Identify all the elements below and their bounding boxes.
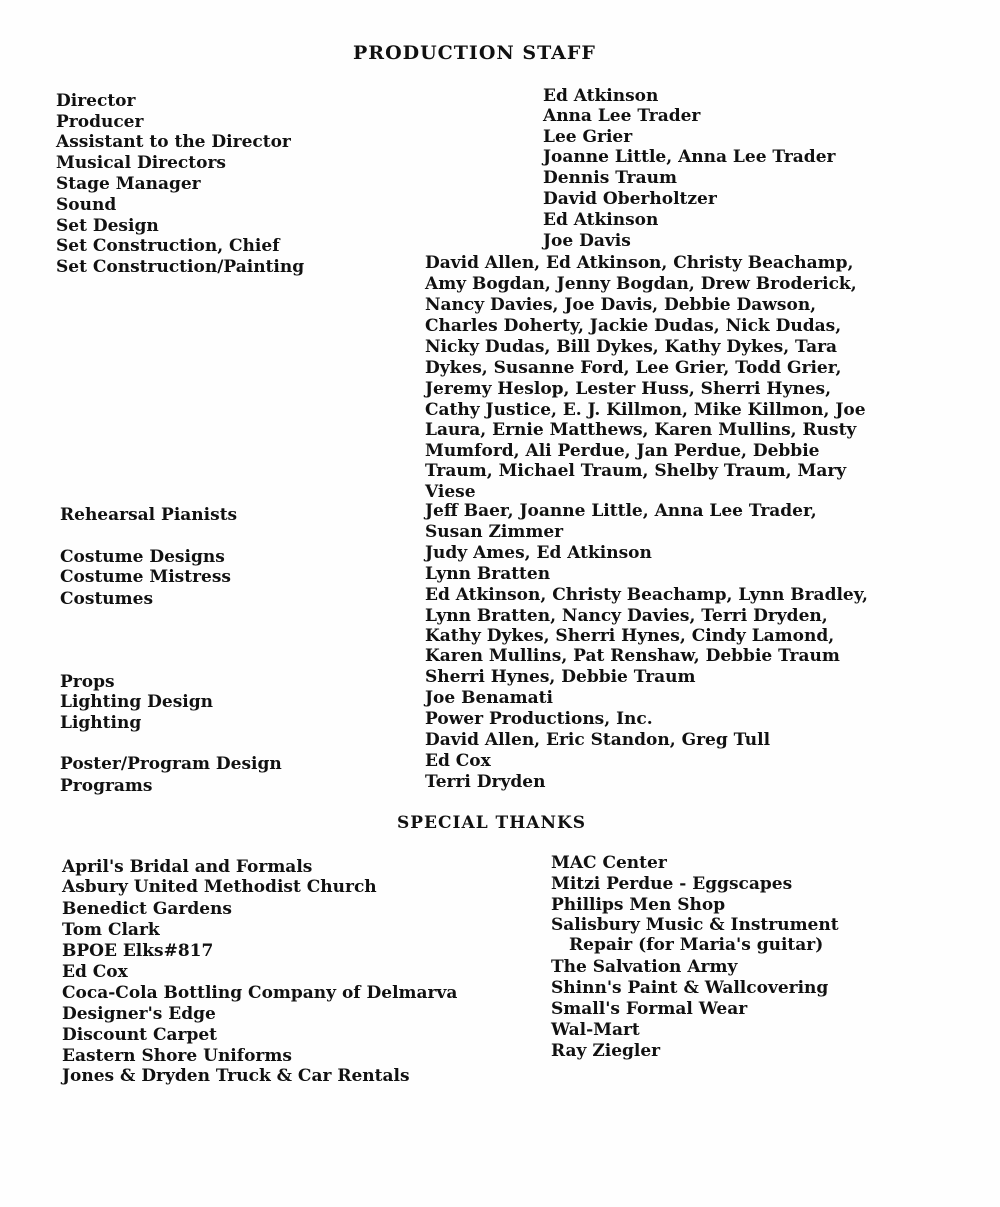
thanks-item: Wal-Mart: [551, 1020, 640, 1040]
role-label: Musical Directors: [56, 153, 226, 173]
staff-names: Lee Grier: [543, 127, 633, 147]
staff-names: Jeff Baer, Joanne Little, Anna Lee Trader,: [425, 501, 817, 521]
role-label: Set Construction/Painting: [56, 257, 305, 277]
staff-names: David Allen, Ed Atkinson, Christy Beachamp,: [425, 253, 854, 273]
thanks-item: Shinn's Paint & Wallcovering: [551, 978, 829, 998]
thanks-item: Salisbury Music & Instrument: [551, 915, 839, 935]
role-label: Producer: [56, 112, 144, 132]
role-label: Set Construction, Chief: [56, 236, 280, 256]
special-thanks-heading: SPECIAL THANKS: [397, 813, 587, 833]
thanks-item: April's Bridal and Formals: [62, 857, 313, 877]
staff-names: David Oberholtzer: [543, 189, 717, 209]
staff-names: Joanne Little, Anna Lee Trader: [543, 147, 836, 167]
staff-names: Judy Ames, Ed Atkinson: [425, 543, 652, 563]
role-label: Props: [60, 672, 115, 692]
staff-names: David Allen, Eric Standon, Greg Tull: [425, 730, 771, 750]
staff-names: Amy Bogdan, Jenny Bogdan, Drew Broderick,: [425, 274, 857, 294]
staff-names: Joe Benamati: [425, 688, 553, 708]
staff-names: Cathy Justice, E. J. Killmon, Mike Killmon, Joe: [425, 400, 866, 420]
role-label: Lighting: [60, 713, 142, 733]
thanks-item: Phillips Men Shop: [551, 895, 726, 915]
staff-names: Lynn Bratten, Nancy Davies, Terri Dryden,: [425, 606, 828, 626]
staff-names: Viese: [425, 482, 476, 502]
thanks-item: Small's Formal Wear: [551, 999, 748, 1019]
staff-names: Dykes, Susanne Ford, Lee Grier, Todd Grier,: [425, 358, 842, 378]
thanks-item: BPOE Elks#817: [62, 941, 214, 961]
staff-names: Power Productions, Inc.: [425, 709, 653, 729]
role-label: Rehearsal Pianists: [60, 505, 238, 525]
role-label: Sound: [56, 195, 117, 215]
staff-names: Sherri Hynes, Debbie Traum: [425, 667, 696, 687]
staff-names: Ed Cox: [425, 751, 491, 771]
thanks-item: Coca-Cola Bottling Company of Delmarva: [62, 983, 458, 1003]
thanks-item: Ray Ziegler: [551, 1041, 661, 1061]
staff-names: Jeremy Heslop, Lester Huss, Sherri Hynes,: [425, 379, 832, 399]
staff-names: Susan Zimmer: [425, 522, 564, 542]
staff-names: Anna Lee Trader: [543, 106, 701, 126]
staff-names: Nicky Dudas, Bill Dykes, Kathy Dykes, Tara: [425, 337, 838, 357]
thanks-item: The Salvation Army: [551, 957, 738, 977]
thanks-item: Eastern Shore Uniforms: [62, 1046, 292, 1066]
staff-names: Lynn Bratten: [425, 564, 551, 584]
staff-names: Karen Mullins, Pat Renshaw, Debbie Traum: [425, 646, 840, 666]
staff-names: Charles Doherty, Jackie Dudas, Nick Dudas,: [425, 316, 842, 336]
thanks-item: Jones & Dryden Truck & Car Rentals: [62, 1066, 410, 1086]
role-label: Director: [56, 91, 136, 111]
staff-names: Ed Atkinson: [543, 86, 659, 106]
staff-names: Laura, Ernie Matthews, Karen Mullins, Rusty: [425, 420, 857, 440]
role-label: Programs: [60, 776, 153, 796]
role-label: Stage Manager: [56, 174, 201, 194]
staff-names: Dennis Traum: [543, 168, 677, 188]
thanks-item: Asbury United Methodist Church: [62, 877, 377, 897]
staff-names: Traum, Michael Traum, Shelby Traum, Mary: [425, 461, 847, 481]
role-label: Poster/Program Design: [60, 754, 282, 774]
thanks-item: Tom Clark: [62, 920, 160, 940]
staff-names: Ed Atkinson, Christy Beachamp, Lynn Bradley,: [425, 585, 868, 605]
thanks-item: Discount Carpet: [62, 1025, 218, 1045]
staff-names: Ed Atkinson: [543, 210, 659, 230]
thanks-item: Benedict Gardens: [62, 899, 232, 919]
production-staff-heading: PRODUCTION STAFF: [353, 42, 596, 64]
thanks-item: Designer's Edge: [62, 1004, 216, 1024]
staff-names: Joe Davis: [543, 231, 631, 251]
role-label: Assistant to the Director: [56, 132, 291, 152]
role-label: Set Design: [56, 216, 159, 236]
thanks-item: MAC Center: [551, 853, 667, 873]
role-label: Lighting Design: [60, 692, 213, 712]
role-label: Costume Mistress: [60, 567, 231, 587]
staff-names: Kathy Dykes, Sherri Hynes, Cindy Lamond,: [425, 626, 835, 646]
staff-names: Terri Dryden: [425, 772, 546, 792]
thanks-item: Ed Cox: [62, 962, 128, 982]
staff-names: Mumford, Ali Perdue, Jan Perdue, Debbie: [425, 441, 820, 461]
role-label: Costume Designs: [60, 547, 225, 567]
role-label: Costumes: [60, 589, 154, 609]
thanks-item: Repair (for Maria's guitar): [569, 935, 824, 955]
staff-names: Nancy Davies, Joe Davis, Debbie Dawson,: [425, 295, 817, 315]
thanks-item: Mitzi Perdue - Eggscapes: [551, 874, 793, 894]
